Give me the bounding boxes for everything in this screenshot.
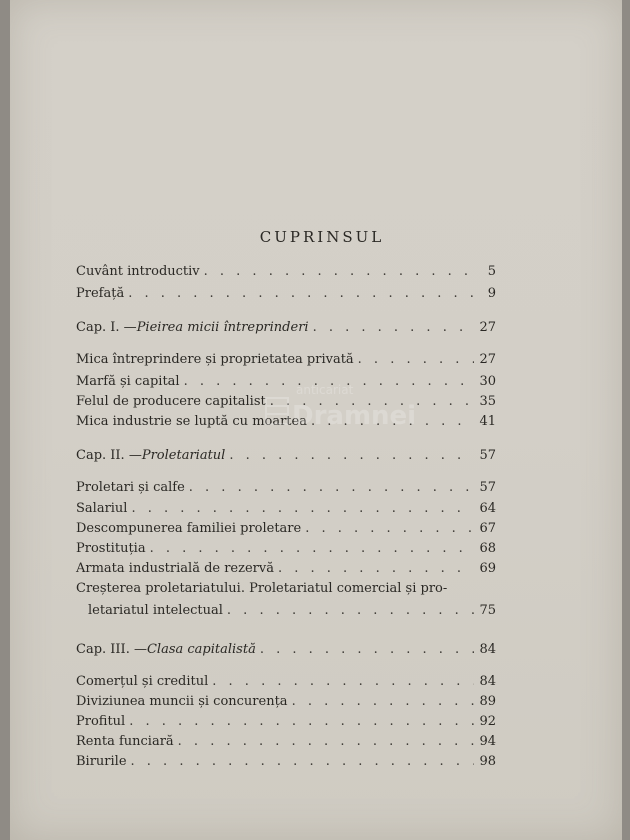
entry-label: Cuvânt introductiv — [76, 264, 200, 279]
dot-leader — [204, 262, 474, 282]
entry-page: 5 — [487, 264, 496, 279]
entry-page: 27 — [479, 352, 496, 367]
watermark-big-text: Dramnei — [292, 401, 417, 431]
book-page — [10, 0, 622, 840]
entry-label: Prefață — [76, 286, 125, 301]
toc-entry — [76, 478, 496, 498]
dot-leader — [189, 478, 474, 498]
entry-page: 84 — [479, 674, 496, 689]
entry-page: 27 — [479, 320, 496, 335]
toc-entry — [76, 732, 496, 752]
chapter-entry — [76, 640, 496, 660]
toc-entry — [76, 262, 496, 282]
entry-page: 64 — [479, 501, 496, 516]
entry-page: 98 — [479, 754, 496, 769]
watermark-book-icon — [266, 398, 288, 424]
entry-label: Marfă și capital — [76, 374, 180, 389]
dot-leader — [313, 318, 474, 338]
entry-page: 41 — [479, 414, 496, 429]
entry-label: Comerțul și creditul — [76, 674, 209, 689]
toc-entry — [76, 712, 496, 732]
chapter-title: Pieirea micii întreprinderi — [136, 320, 309, 335]
dot-leader — [131, 499, 474, 519]
toc-entry — [76, 692, 496, 712]
entry-page: 94 — [479, 734, 496, 749]
entry-page: 9 — [487, 286, 496, 301]
entry-page: 92 — [479, 714, 496, 729]
dot-leader — [292, 692, 474, 712]
chapter-title: Clasa capitalistă — [146, 642, 256, 657]
dot-leader — [260, 640, 474, 660]
entry-label: Armata industrială de rezervă — [76, 561, 274, 576]
entry-label: letariatul intelectual — [88, 603, 223, 618]
entry-page: 30 — [479, 374, 496, 389]
chapter-entry — [76, 318, 496, 338]
chapter-prefix: Cap. III. — — [76, 642, 147, 657]
entry-page: 84 — [479, 642, 496, 657]
dot-leader — [358, 350, 474, 370]
entry-label: Prostituția — [76, 541, 146, 556]
toc-entry — [76, 539, 496, 559]
entry-page: 75 — [479, 603, 496, 618]
chapter-title: Proletariatul — [141, 448, 226, 463]
toc-entry — [88, 601, 496, 621]
dot-leader — [278, 559, 474, 579]
toc-entry — [76, 284, 496, 304]
toc-entry — [76, 752, 496, 772]
entry-label: Diviziunea muncii și concurența — [76, 694, 288, 709]
dot-leader — [212, 672, 474, 692]
dot-leader — [150, 539, 474, 559]
dot-leader — [227, 601, 474, 621]
entry-label: Mica industrie se luptă cu moartea — [76, 414, 307, 429]
entry-page: 67 — [479, 521, 496, 536]
entry-page: 68 — [479, 541, 496, 556]
entry-label: Descompunerea familiei proletare — [76, 521, 302, 536]
dot-leader — [131, 752, 474, 772]
entry-label: Renta funciară — [76, 734, 174, 749]
entry-page: 69 — [479, 561, 496, 576]
entry-page: 89 — [479, 694, 496, 709]
toc-entry — [76, 559, 496, 579]
entry-label: Birurile — [76, 754, 127, 769]
chapter-prefix: Cap. I. — — [76, 320, 137, 335]
toc-title: CUPRINSUL — [259, 228, 385, 246]
entry-page: 57 — [479, 480, 496, 495]
entry-label: Felul de producere capitalist — [76, 394, 266, 409]
watermark-logo — [260, 378, 420, 458]
toc-entry — [76, 499, 496, 519]
dot-leader — [128, 284, 474, 304]
toc-entry — [76, 519, 496, 539]
dot-leader — [305, 519, 474, 539]
entry-label: Salariul — [76, 501, 128, 516]
dot-leader — [129, 712, 474, 732]
entry-label: Mica întreprindere și proprietatea privată — [76, 352, 354, 367]
toc-entry — [76, 672, 496, 692]
toc-entry — [76, 350, 496, 370]
entry-page: 57 — [479, 448, 496, 463]
watermark-small-text: anticariat — [296, 383, 354, 397]
chapter-prefix: Cap. II. — — [76, 448, 142, 463]
entry-label: Proletari și calfe — [76, 480, 185, 495]
entry-page: 35 — [479, 394, 496, 409]
toc-entry-wrapped: Creșterea proletariatului. Proletariatul comercial și pro- — [76, 581, 448, 596]
dot-leader — [178, 732, 474, 752]
entry-label: Profitul — [76, 714, 126, 729]
